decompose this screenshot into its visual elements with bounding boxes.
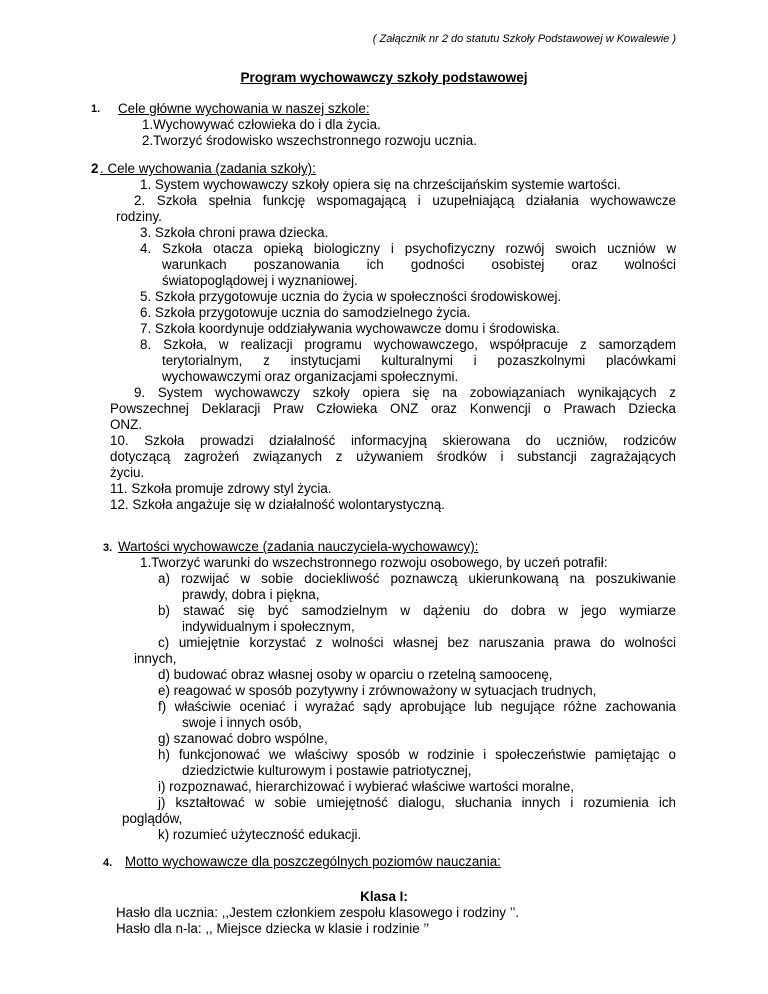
section-2-line: 7. Szkoła koordynuje oddziaływania wychowawcze domu i środowiska. (140, 321, 560, 336)
section-2-line: 11. Szkoła promuje zdrowy styl życia. (110, 481, 332, 496)
section-3-line: dziedzictwie kulturowym i postawie patriotycznej, (182, 763, 472, 778)
section-2-line: rodziny. (116, 209, 162, 224)
section-2-line: Powszechnej Deklaracji Praw Człowieka ONZ oraz Konwencji o Prawach Dziecka (110, 401, 676, 416)
section-2-line: dotyczącą zagrożeń związanych z używaniem środków i substancji zagrażających (110, 449, 676, 464)
section-3-line: prawdy, dobra i piękna, (182, 587, 320, 602)
section-3-line: a) rozwijać w sobie dociekliwość poznawczą ukierunkowaną na poszukiwanie (158, 571, 676, 586)
section-3-line: innych, (134, 651, 177, 666)
section-2-line: terytorialnym, z instytucjami kulturalnymi i pozaszkolnymi placówkami (162, 353, 676, 368)
section-2-number: 2 (91, 161, 99, 176)
section-2-heading: . Cele wychowania (zadania szkoły): (100, 161, 316, 176)
section-3-line: j) kształtować w sobie umiejętność dialogu, słuchania innych i rozumienia ich (158, 795, 676, 810)
section-2-line: życiu. (110, 465, 145, 480)
section-4-heading: Motto wychowawcze dla poszczególnych poziomów nauczania: (125, 854, 501, 869)
section-2-line: światopoglądowej i wyznaniowej. (162, 273, 358, 288)
section-2-line: wychowawczymi oraz organizacjami społecznymi. (162, 369, 459, 384)
section-2-line: 9. System wychowawczy szkoły opiera się na zobowiązaniach wynikających z (134, 385, 676, 400)
section-3-line: c) umiejętnie korzystać z wolności własnej bez naruszania prawa do wolności (158, 635, 676, 650)
section-1-heading: Cele główne wychowania w naszej szkole: (118, 101, 370, 116)
motto-student: Hasło dla ucznia: ,,Jestem członkiem zespołu klasowego i rodziny ’’. (116, 905, 520, 920)
section-3-line: swoje i innych osób, (182, 715, 302, 730)
section-3-line: e) reagować w sposób pozytywny i zrównoważony w sytuacjach trudnych, (158, 683, 597, 698)
section-1-item: 1.Wychowywać człowieka do i dla życia. (142, 117, 381, 132)
section-2-line: 12. Szkoła angażuje się w działalność wolontarystyczną. (110, 497, 445, 512)
class-title: Klasa I: (360, 889, 408, 904)
section-3-number: 3. (103, 542, 113, 554)
section-1-number: 1. (91, 103, 101, 115)
section-2-line: 5. Szkoła przygotowuje ucznia do życia w społeczności środowiskowej. (140, 289, 562, 304)
section-2-line: 10. Szkoła prowadzi działalność informacyjną skierowana do uczniów, rodziców (110, 433, 676, 448)
section-2-line: 4. Szkoła otacza opieką biologiczny i psychofizyczny rozwój swoich uczniów w (140, 241, 676, 256)
section-3-line: f) właściwie oceniać i wyrażać sądy aprobujące lub negujące różne zachowania (158, 699, 676, 714)
document-title: Program wychowawczy szkoły podstawowej (240, 70, 528, 85)
section-2-line: 6. Szkoła przygotowuje ucznia do samodzielnego życia. (140, 305, 471, 320)
section-3-line: i) rozpoznawać, hierarchizować i wybierać właściwe wartości moralne, (158, 779, 574, 794)
section-2-line: ONZ. (110, 417, 142, 432)
section-2-line: warunkach poszanowania ich godności osobistej oraz wolności (162, 257, 676, 272)
section-3-line: b) stawać się być samodzielnym w dążeniu do dobra w jego wymiarze (158, 603, 676, 618)
statute-annex-note: ( Załącznik nr 2 do statutu Szkoły Podstawowej w Kowalewie ) (372, 33, 676, 45)
section-4-number: 4. (103, 857, 113, 869)
section-3-heading: Wartości wychowawcze (zadania nauczyciela-wychowawcy): (118, 539, 479, 554)
section-3-line: 1.Tworzyć warunki do wszechstronnego rozwoju osobowego, by uczeń potrafił: (140, 555, 608, 570)
section-3-line: h) funkcjonować we właściwy sposób w rodzinie i społeczeństwie pamiętając o (158, 747, 676, 762)
section-2-line: 1. System wychowawczy szkoły opiera się na chrześcijańskim systemie wartości. (140, 177, 621, 192)
section-3-line: poglądów, (122, 811, 183, 826)
section-2-line: 3. Szkoła chroni prawa dziecka. (140, 225, 329, 240)
section-3-line: indywidualnym i społecznym, (182, 619, 355, 634)
section-2-line: 8. Szkoła, w realizacji programu wychowawczego, współpracuje z samorządem (140, 337, 676, 352)
section-2-line: 2. Szkoła spełnia funkcję wspomagającą i uzupełniającą działania wychowawcze (134, 193, 676, 208)
section-1-item: 2.Tworzyć środowisko wszechstronnego rozwoju ucznia. (142, 133, 477, 148)
section-3-line: g) szanować dobro wspólne, (158, 731, 328, 746)
section-3-line: k) rozumieć użyteczność edukacji. (158, 827, 362, 842)
motto-teacher: Hasło dla n-la: ,, Miejsce dziecka w klasie i rodzinie ’’ (116, 921, 430, 936)
section-3-line: d) budować obraz własnej osoby w oparciu o rzetelną samoocenę, (158, 667, 553, 682)
